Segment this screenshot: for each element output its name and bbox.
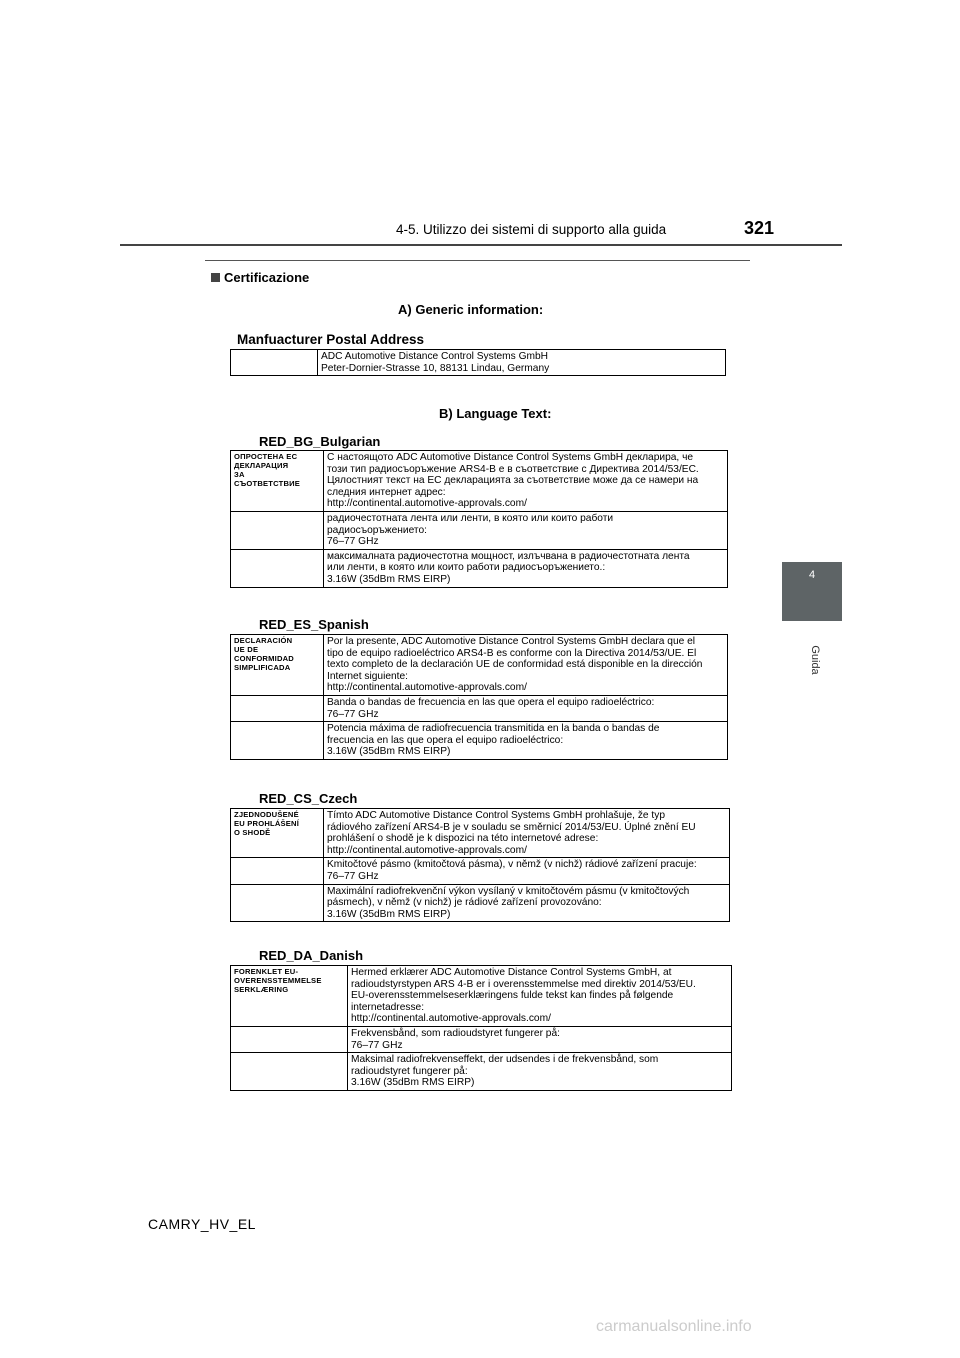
- text-line: 3.16W (35dBm RMS EIRP): [351, 1077, 475, 1089]
- header-rule: [120, 244, 842, 246]
- declaration-label: [231, 451, 324, 512]
- label-line: UE DE: [234, 645, 259, 654]
- manufacturer-title: Manfuacturer Postal Address: [237, 332, 425, 347]
- declaration-text: [324, 884, 730, 922]
- chapter-label: [805, 630, 825, 690]
- text-line: pásmech), v němž (v nichž) je rádiové zařízení provozováno:: [327, 897, 602, 909]
- certification-heading-text: Certificazione: [224, 270, 310, 285]
- text-line: максималната радиочестотна мощност, излъчвана в радиочестотната лента: [327, 550, 690, 562]
- page-number: 321: [744, 218, 775, 238]
- table-row: [231, 635, 728, 696]
- section-title-da: RED_DA_Danish: [259, 948, 364, 963]
- text-line: 76–77 GHz: [351, 1039, 403, 1051]
- label-line: SIMPLIFICADA: [234, 663, 291, 672]
- text-line: radioudstyret fungerer på:: [351, 1065, 468, 1077]
- text-line: Цялостният текст на ЕС декларацията за съответствие може да се намери на: [327, 475, 699, 487]
- declaration-text: [348, 1026, 732, 1052]
- text-line: texto completo de la declaración UE de conformidad está disponible en la dirección: [327, 659, 703, 671]
- text-line: С настоящото ADC Automotive Distance Control Systems GmbH декларира, че: [327, 452, 694, 463]
- declaration-text: [324, 695, 728, 721]
- generic-info-title: A) Generic information:: [398, 302, 544, 317]
- empty-cell: [231, 511, 324, 549]
- table-row: [231, 809, 730, 858]
- empty-cell: [231, 350, 318, 376]
- label-line: O SHODĚ: [234, 828, 271, 837]
- chapter-number: 4: [808, 569, 816, 581]
- label-line: EU PROHLÁŠENÍ: [234, 819, 300, 828]
- table-row: [231, 451, 728, 512]
- manufacturer-table: [230, 349, 726, 376]
- table-row: [231, 858, 730, 884]
- declaration-text: [348, 966, 732, 1027]
- label-line: CONFORMIDAD: [234, 654, 294, 663]
- text-line: радиосъоръжението:: [327, 524, 427, 536]
- declaration-text: [324, 511, 728, 549]
- chapter-tab: [782, 562, 842, 621]
- section-header: 4-5. Utilizzo dei sistemi di supporto alla guida: [396, 222, 667, 237]
- label-line: FORENKLET EU-: [234, 967, 299, 976]
- text-line: frecuencia en las que opera el equipo radioeléctrico:: [327, 734, 564, 746]
- label-line: DECLARACIÓN: [234, 636, 293, 645]
- label-line: СЪОТВЕТСТВИЕ: [234, 479, 301, 488]
- declaration-label: [231, 966, 348, 1027]
- declaration-label: [231, 809, 324, 858]
- text-line: EU-overensstemmelseserklæringens fulde tekst kan findes på følgende: [351, 990, 674, 1002]
- table-row: [231, 549, 728, 587]
- declaration-table-cs: [230, 808, 730, 922]
- table-row: [231, 966, 732, 1027]
- section-title-bg: RED_BG_Bulgarian: [259, 434, 381, 449]
- language-text-title: B) Language Text:: [439, 406, 552, 421]
- text-line: Hermed erklærer ADC Automotive Distance Control Systems GmbH, at: [351, 967, 672, 978]
- text-line: Internet siguiente:: [327, 670, 408, 682]
- text-line: Potencia máxima de radiofrecuencia transmitida en la banda o bandas de: [327, 723, 660, 735]
- text-line: 3.16W (35dBm RMS EIRP): [327, 746, 451, 758]
- text-line: 76–77 GHz: [327, 708, 379, 720]
- text-line: Maximální radiofrekvenční výkon vysílaný v kmitočtovém pásmu (v kmitočtových: [327, 885, 690, 897]
- text-line: този тип радиосъоръжение ARS4-B е в съответствие с Директива 2014/53/ЕС.: [327, 463, 699, 475]
- table-row: [231, 350, 726, 376]
- label-line: OVERENSSTEMMELSE: [234, 976, 322, 985]
- text-line: rádiového zařízení ARS4-B je v souladu se směrnicí 2014/53/EU. Úplné znění EU: [327, 821, 696, 833]
- label-line: ZJEDNODUŠENÉ: [234, 810, 299, 819]
- declaration-table-da: [230, 965, 732, 1091]
- model-code: CAMRY_HV_EL: [148, 1216, 256, 1232]
- declaration-table-es: [230, 634, 728, 760]
- declaration-text: [324, 635, 728, 696]
- declaration-text: [324, 858, 730, 884]
- declaration-table-bg: [230, 450, 728, 588]
- text-line: http://continental.automotive-approvals.com/: [327, 498, 527, 510]
- text-line: радиочестотната лента или ленти, в която или които работи: [327, 512, 614, 524]
- text-line: http://continental.automotive-approvals.com/: [327, 682, 527, 694]
- table-row: [231, 511, 728, 549]
- table-row: [231, 1026, 732, 1052]
- declaration-text: [348, 1053, 732, 1091]
- address-cell: [318, 350, 726, 376]
- declaration-label: [231, 635, 324, 696]
- table-row: [231, 1053, 732, 1091]
- empty-cell: [231, 858, 324, 884]
- text-line: radioudstyrstypen ARS 4-B er i overensstemmelse med direktiv 2014/53/EU.: [351, 978, 696, 990]
- empty-cell: [231, 1053, 348, 1091]
- empty-cell: [231, 1026, 348, 1052]
- declaration-text: [324, 722, 728, 760]
- text-line: http://continental.automotive-approvals.com/: [327, 844, 527, 856]
- address-line: Peter-Dornier-Strasse 10, 88131 Lindau, Germany: [321, 362, 550, 374]
- text-line: 3.16W (35dBm RMS EIRP): [327, 908, 451, 920]
- table-row: [231, 722, 728, 760]
- text-line: 76–77 GHz: [327, 870, 379, 882]
- label-line: ОПРОСТЕНА ЕС: [234, 452, 298, 461]
- text-line: prohlášení o shodě je k dispozici na této internetové adrese:: [327, 833, 599, 845]
- declaration-text: [324, 451, 728, 512]
- table-row: [231, 884, 730, 922]
- text-line: Kmitočtové pásmo (kmitočtová pásma), v němž (v nichž) rádiové zařízení pracuje:: [327, 859, 697, 871]
- text-line: Banda o bandas de frecuencia en las que opera el equipo radioeléctrico:: [327, 696, 655, 708]
- empty-cell: [231, 549, 324, 587]
- empty-cell: [231, 695, 324, 721]
- label-line: SERKLÆRING: [234, 985, 289, 994]
- text-line: или ленти, в която или които работи радиосъоръжението.:: [327, 562, 606, 574]
- text-line: следния интернет адрес:: [327, 486, 446, 498]
- chapter-label-text: Guida: [809, 645, 821, 675]
- text-line: Tímto ADC Automotive Distance Control Systems GmbH prohlašuje, že typ: [327, 810, 666, 821]
- certification-heading: [211, 270, 309, 285]
- section-title-cs: RED_CS_Czech: [259, 791, 358, 806]
- square-bullet-icon: [211, 273, 220, 282]
- content-rule: [205, 260, 750, 261]
- text-line: internetadresse:: [351, 1001, 425, 1013]
- label-line: ЗА: [234, 470, 245, 479]
- empty-cell: [231, 884, 324, 922]
- declaration-text: [324, 549, 728, 587]
- text-line: Maksimal radiofrekvenseffekt, der udsendes i de frekvensbånd, som: [351, 1054, 659, 1066]
- empty-cell: [231, 722, 324, 760]
- address-line: ADC Automotive Distance Control Systems GmbH: [321, 351, 549, 362]
- text-line: Frekvensbånd, som radioudstyret fungerer på:: [351, 1027, 560, 1039]
- section-title-es: RED_ES_Spanish: [259, 617, 369, 632]
- text-line: 76–77 GHz: [327, 536, 379, 548]
- text-line: http://continental.automotive-approvals.com/: [351, 1013, 551, 1025]
- label-line: ДЕКЛАРАЦИЯ: [234, 461, 289, 470]
- text-line: tipo de equipo radioeléctrico ARS4-B es conforme con la Directiva 2014/53/UE. El: [327, 647, 697, 659]
- table-row: [231, 695, 728, 721]
- watermark: carmanualsonline.info: [596, 1318, 752, 1335]
- text-line: Por la presente, ADC Automotive Distance Control Systems GmbH declara que el: [327, 636, 696, 647]
- declaration-text: [324, 809, 730, 858]
- text-line: 3.16W (35dBm RMS EIRP): [327, 573, 451, 585]
